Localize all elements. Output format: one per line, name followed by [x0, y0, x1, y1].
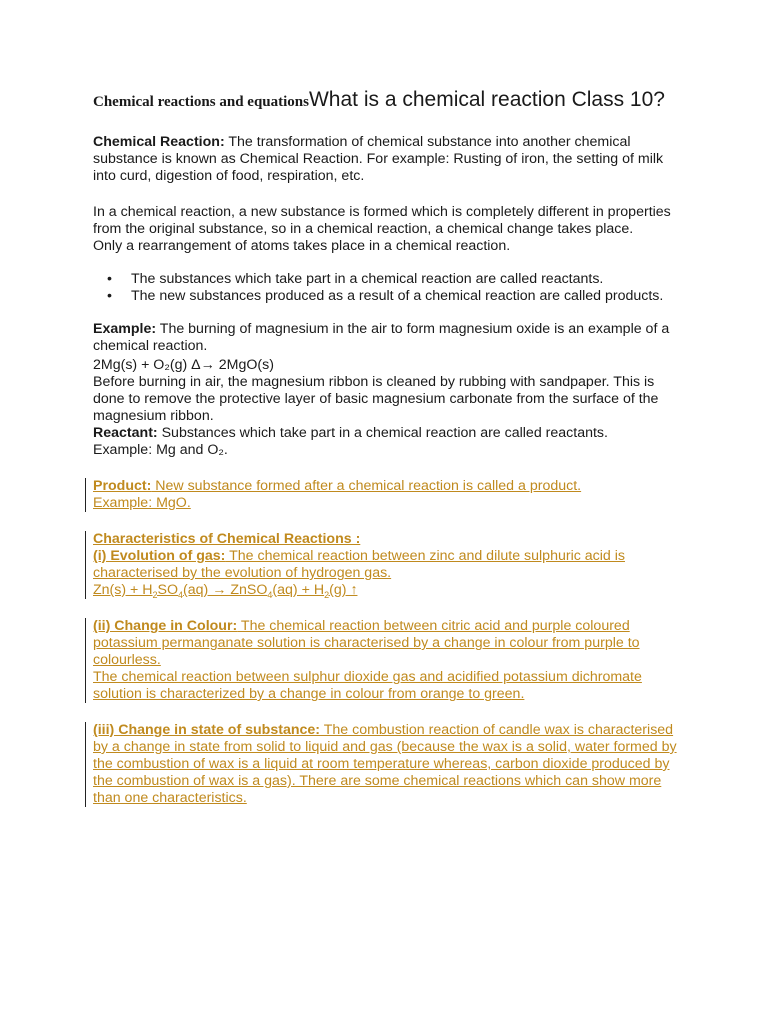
characteristics-heading: Characteristics of Chemical Reactions :	[93, 531, 361, 547]
list-item: • The new substances produced as a result of a chemical reaction are called products.	[107, 288, 664, 304]
state-text: The combustion reaction of candle wax is characterised by a change in state from solid to liquid and gas (because the wax is a solid, water formed by the combustion of wax is a liquid at room temperature whereas, carbon dioxide produced by the combustion of wax is a gas). There are some chemical reactions which can show more than one characteristics.	[93, 722, 677, 806]
colour-label: (ii) Change in Colour:	[93, 618, 238, 634]
product-label: Product:	[93, 478, 152, 494]
product-paragraph	[93, 478, 683, 495]
change-bar	[85, 618, 86, 703]
document-page	[93, 86, 683, 807]
product-text: New substance formed after a chemical reaction is called a product.	[151, 478, 582, 494]
example-paragraph	[93, 321, 683, 355]
change-bar	[85, 531, 86, 599]
title-question: What is a chemical reaction Class 10?	[308, 88, 665, 111]
sulphur-dioxide-paragraph: The chemical reaction between sulphur dioxide gas and acidified potassium dichromate solution is characterized by a change in colour from orange to green.	[93, 669, 642, 702]
evolution-text: The chemical reaction between zinc and dilute sulphuric acid is characterised by the evolution of hydrogen gas.	[93, 548, 625, 581]
reactant-example: Example: Mg and O₂.	[93, 442, 228, 458]
product-example: Example: MgO.	[93, 495, 191, 511]
evolution-of-gas-paragraph	[93, 548, 683, 582]
title-serif-part: Chemical reactions and equations	[93, 94, 309, 110]
change-in-state-paragraph	[93, 722, 683, 807]
bullet-list	[93, 271, 683, 305]
definition-text: The transformation of chemical substance into another chemical substance is known as Chemical Reaction. For example: Rusting of iron, the setting of milk into curd, digestion of food, respiration, etc.	[93, 134, 664, 184]
new-substance-paragraph: In a chemical reaction, a new substance is formed which is completely different in properties from the original substance, so in a chemical reaction, a chemical change takes place.	[93, 204, 671, 237]
reactant-text: Substances which take part in a chemical reaction are called reactants.	[157, 425, 608, 441]
definition-paragraph	[93, 134, 683, 185]
list-item: • The substances which take part in a chemical reaction are called reactants.	[107, 271, 604, 287]
colour-text: The chemical reaction between citric acid and purple coloured potassium permanganate solution is characterised by a change in colour from purple to colourless.	[93, 618, 640, 668]
characteristics-block-1	[93, 531, 683, 599]
product-block	[93, 478, 683, 512]
example-label: Example:	[93, 321, 157, 337]
bullet-icon: •	[107, 271, 112, 287]
reactant-label: Reactant:	[93, 425, 158, 441]
example-text: The burning of magnesium in the air to form magnesium oxide is an example of a chemical reaction.	[93, 321, 670, 354]
change-bar	[85, 478, 86, 512]
rearrangement-paragraph: Only a rearrangement of atoms takes place in a chemical reaction.	[93, 238, 511, 254]
bullet-icon: •	[107, 288, 112, 304]
evolution-label: (i) Evolution of gas:	[93, 548, 226, 564]
characteristics-block-2	[93, 618, 683, 703]
characteristics-block-3	[93, 722, 683, 807]
zinc-equation: $Zn(s) + H_2SO_4(aq)$ → ZnSO$_4$(aq) + $H_2(g)$ ↑	[93, 582, 358, 600]
change-in-colour-paragraph	[93, 618, 683, 669]
definition-label: Chemical Reaction:	[93, 134, 225, 150]
page-title	[93, 86, 683, 116]
state-label: (iii) Change in state of substance:	[93, 722, 321, 738]
reactant-paragraph	[93, 425, 683, 442]
magnesium-equation: 2Mg(s) + O₂(g) Δ→ 2MgO(s)	[93, 357, 274, 373]
sandpaper-note: Before burning in air, the magnesium ribbon is cleaned by rubbing with sandpaper. This is done to remove the protective layer of basic magnesium carbonate from the surface of the magnesium ribbon.	[93, 374, 659, 424]
change-bar	[85, 722, 86, 807]
